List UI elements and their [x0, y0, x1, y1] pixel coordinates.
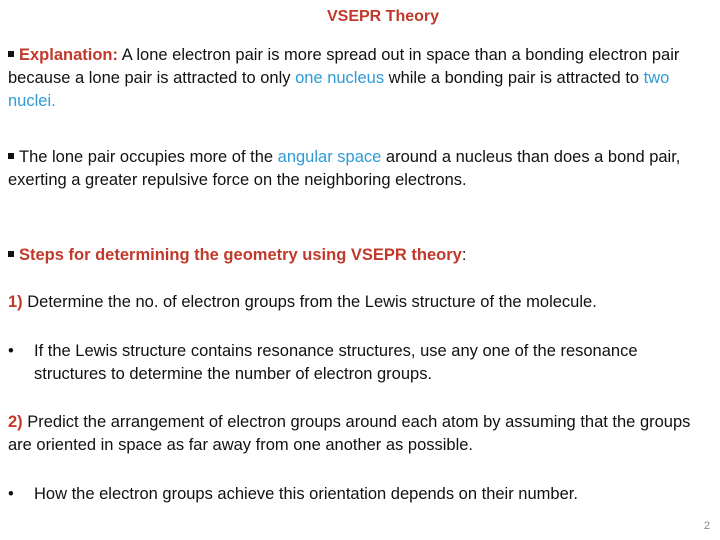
explanation-text-1: A lone electron pair is more spread out in space than a bonding electron pair because a lone pair is attracted to only	[8, 46, 680, 87]
step-1	[8, 291, 712, 314]
square-bullet-icon	[8, 251, 14, 257]
resonance-bullet-text: If the Lewis structure contains resonance structures, use any one of the resonance structures to determine the number of electron groups.	[34, 342, 638, 383]
bullet-dot-icon: •	[8, 342, 14, 360]
slide-title: VSEPR Theory	[326, 8, 440, 25]
page-number: 2	[703, 520, 710, 532]
lone-pair-paragraph	[8, 146, 712, 192]
step-2-text: Predict the arrangement of electron groups around each atom by assuming that the groups are oriented in space as far away from one another as possible.	[8, 413, 691, 454]
bullet-dot-icon: •	[8, 485, 14, 503]
explanation-paragraph	[8, 44, 712, 113]
angular-space-highlight: angular space	[277, 148, 382, 166]
square-bullet-icon	[8, 51, 14, 57]
square-bullet-icon	[8, 153, 14, 159]
step-2	[8, 411, 712, 457]
orientation-bullet-text: How the electron groups achieve this orientation depends on their number.	[34, 485, 578, 503]
steps-heading-colon: :	[461, 246, 467, 264]
two-nuclei-highlight: two nuclei.	[8, 69, 670, 110]
step-2-number: 2)	[8, 413, 23, 431]
one-nucleus-highlight: one nucleus	[295, 69, 385, 87]
resonance-bullet	[8, 340, 712, 386]
steps-heading	[8, 244, 712, 267]
lone-pair-text-1: The lone pair occupies more of the	[19, 148, 278, 166]
step-1-text: Determine the no. of electron groups from the Lewis structure of the molecule.	[22, 293, 597, 311]
explanation-text-2: while a bonding pair is attracted to	[384, 69, 644, 87]
steps-heading-text: Steps for determining the geometry using VSEPR theory	[19, 246, 462, 264]
orientation-bullet	[8, 483, 712, 506]
lone-pair-text-2: around a nucleus than does a bond pair, exerting a greater repulsive force on the neighboring electrons.	[8, 148, 681, 189]
explanation-label: Explanation:	[19, 46, 119, 64]
step-1-number: 1)	[8, 293, 23, 311]
